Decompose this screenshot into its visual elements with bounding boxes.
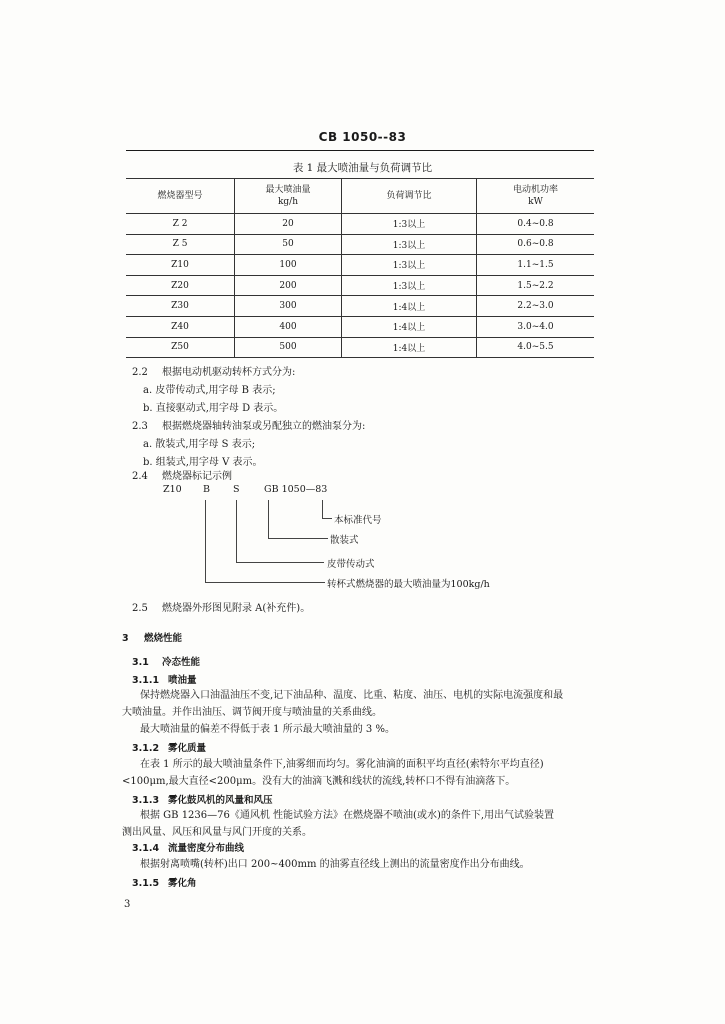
section-3-1-2 — [132, 742, 206, 755]
item-2-3-b: b. 组装式,用字母 V 表示。 — [143, 457, 263, 468]
section-number: 2.4 — [132, 471, 148, 482]
cell: 500 — [235, 337, 342, 358]
cell: 50 — [235, 234, 342, 255]
table-row — [126, 214, 594, 235]
section-number: 3.1.2 — [132, 743, 160, 754]
page-header: CB 1050--83 — [318, 130, 407, 144]
page-number: 3 — [124, 899, 131, 910]
label-drive: 皮带传动式 — [327, 559, 375, 570]
section-title: 雾化质量 — [168, 743, 207, 754]
cell: 1:4以上 — [342, 296, 477, 317]
section-3-1-3 — [132, 794, 273, 807]
label-type: 散装式 — [330, 535, 359, 546]
section-title: 雾化角 — [168, 878, 197, 889]
para-3-1-3-a: 根据 GB 1236—76《通风机 性能试验方法》在燃烧器不喷油(或水)的条件下,用出气试验装置 — [140, 810, 555, 821]
cell: 1:3以上 — [342, 255, 477, 276]
section-number: 3.1.3 — [132, 795, 160, 806]
section-title: 燃烧性能 — [144, 633, 183, 644]
cell: 1:3以上 — [342, 275, 477, 296]
section-title: 雾化鼓风机的风量和风压 — [168, 795, 273, 806]
col-max-oil: 最大喷油量 kg/h — [235, 179, 342, 214]
cell: 4.0~5.5 — [477, 337, 595, 358]
para-3-1-1-c: 最大喷油量的偏差不得低于表 1 所示最大喷油量的 3 %。 — [140, 724, 395, 735]
cell: 1:3以上 — [342, 234, 477, 255]
label-model: 转杯式燃烧器的最大喷油量为100kg/h — [327, 579, 490, 590]
para-3-1-1-a: 保持燃烧器入口油温油压不变,记下油品种、温度、比重、粘度、油压、电机的实际电流强度和最 — [140, 690, 564, 701]
cell: Z 2 — [126, 214, 235, 235]
leader-model-h — [205, 582, 325, 583]
item-2-2-b: b. 直接驱动式,用字母 D 表示。 — [143, 403, 284, 414]
section-number: 2.5 — [132, 603, 148, 614]
col-load-ratio: 负荷调节比 — [342, 179, 477, 214]
cell: 20 — [235, 214, 342, 235]
section-2-5 — [132, 602, 310, 615]
section-text: 燃烧器标记示例 — [162, 471, 232, 482]
cell: Z 5 — [126, 234, 235, 255]
para-3-1-4-a: 根据射离喷嘴(转杯)出口 200~400mm 的油雾直径线上测出的流量密度作出分布曲线。 — [140, 859, 530, 870]
leader-drive-v — [236, 500, 237, 562]
cell: 1.5~2.2 — [477, 275, 595, 296]
chapter-3 — [122, 632, 182, 645]
table-row — [126, 316, 594, 337]
code-standard: GB 1050—83 — [264, 484, 328, 495]
cell: 0.4~0.8 — [477, 214, 595, 235]
code-drive: B — [203, 484, 210, 495]
leader-model-v — [205, 500, 206, 582]
cell: 1:4以上 — [342, 337, 477, 358]
cell: 1:3以上 — [342, 214, 477, 235]
section-3-1 — [132, 656, 200, 669]
cell: Z20 — [126, 275, 235, 296]
leader-drive-h — [236, 562, 324, 563]
cell: 400 — [235, 316, 342, 337]
table-row — [126, 275, 594, 296]
table-row — [126, 337, 594, 358]
cell: 300 — [235, 296, 342, 317]
table-row — [126, 255, 594, 276]
section-3-1-4 — [132, 842, 244, 855]
code-model: Z10 — [163, 484, 182, 495]
para-3-1-2-a: 在表 1 所示的最大喷油量条件下,油雾细而均匀。雾化油滴的面积平均直径(索特尔平均直径) — [140, 759, 544, 770]
section-3-1-1 — [132, 674, 197, 687]
table-header-row — [126, 179, 594, 214]
section-text: 根据电动机驱动转杯方式分为: — [162, 367, 296, 378]
table-row — [126, 296, 594, 317]
table-row — [126, 234, 594, 255]
section-text: 燃烧器外形图见附录 A(补充件)。 — [162, 603, 311, 614]
cell: Z40 — [126, 316, 235, 337]
section-number: 3.1 — [132, 657, 149, 668]
section-number: 2.3 — [132, 421, 148, 432]
para-3-1-3-b: 测出风量、风压和风量与风门开度的关系。 — [122, 827, 312, 838]
para-3-1-2-b: <100μm,最大直径<200μm。没有大的油滴飞溅和线状的流线,转杯口不得有油滴落下。 — [122, 776, 516, 787]
cell: Z10 — [126, 255, 235, 276]
para-3-1-1-b: 大喷油量。并作出油压、调节阀开度与喷油量的关系曲线。 — [122, 707, 382, 718]
spec-table — [126, 178, 594, 358]
label-standard-code: 本标准代号 — [334, 515, 382, 526]
section-number: 3.1.5 — [132, 878, 160, 889]
section-title: 冷态性能 — [162, 657, 201, 668]
item-2-3-a: a. 散装式,用字母 S 表示; — [143, 439, 256, 450]
cell: 1:4以上 — [342, 316, 477, 337]
cell: Z50 — [126, 337, 235, 358]
col-motor-power: 电动机功率 kW — [477, 179, 595, 214]
item-2-2-a: a. 皮带传动式,用字母 B 表示; — [143, 385, 276, 396]
cell: 0.6~0.8 — [477, 234, 595, 255]
section-title: 流量密度分布曲线 — [168, 843, 245, 854]
section-number: 3.1.4 — [132, 843, 160, 854]
header-rule — [126, 150, 594, 151]
cell: 1.1~1.5 — [477, 255, 595, 276]
section-3-1-5 — [132, 877, 197, 890]
cell: 200 — [235, 275, 342, 296]
section-2-2 — [132, 366, 295, 379]
leader-type-v — [268, 500, 269, 538]
cell: 3.0~4.0 — [477, 316, 595, 337]
section-number: 2.2 — [132, 367, 148, 378]
cell: Z30 — [126, 296, 235, 317]
cell: 100 — [235, 255, 342, 276]
section-number: 3.1.1 — [132, 675, 160, 686]
leader-std-v — [322, 500, 323, 518]
leader-type-h — [268, 538, 328, 539]
leader-std-h — [322, 518, 332, 519]
code-type: S — [233, 484, 240, 495]
section-2-4 — [132, 470, 232, 483]
col-model: 燃烧器型号 — [126, 179, 235, 214]
table-caption: 表 1 最大喷油量与负荷调节比 — [292, 162, 433, 174]
section-number: 3 — [122, 633, 129, 644]
section-2-3 — [132, 420, 365, 433]
cell: 2.2~3.0 — [477, 296, 595, 317]
section-title: 喷油量 — [168, 675, 197, 686]
section-text: 根据燃烧器轴转油泵或另配独立的燃油泵分为: — [162, 421, 366, 432]
